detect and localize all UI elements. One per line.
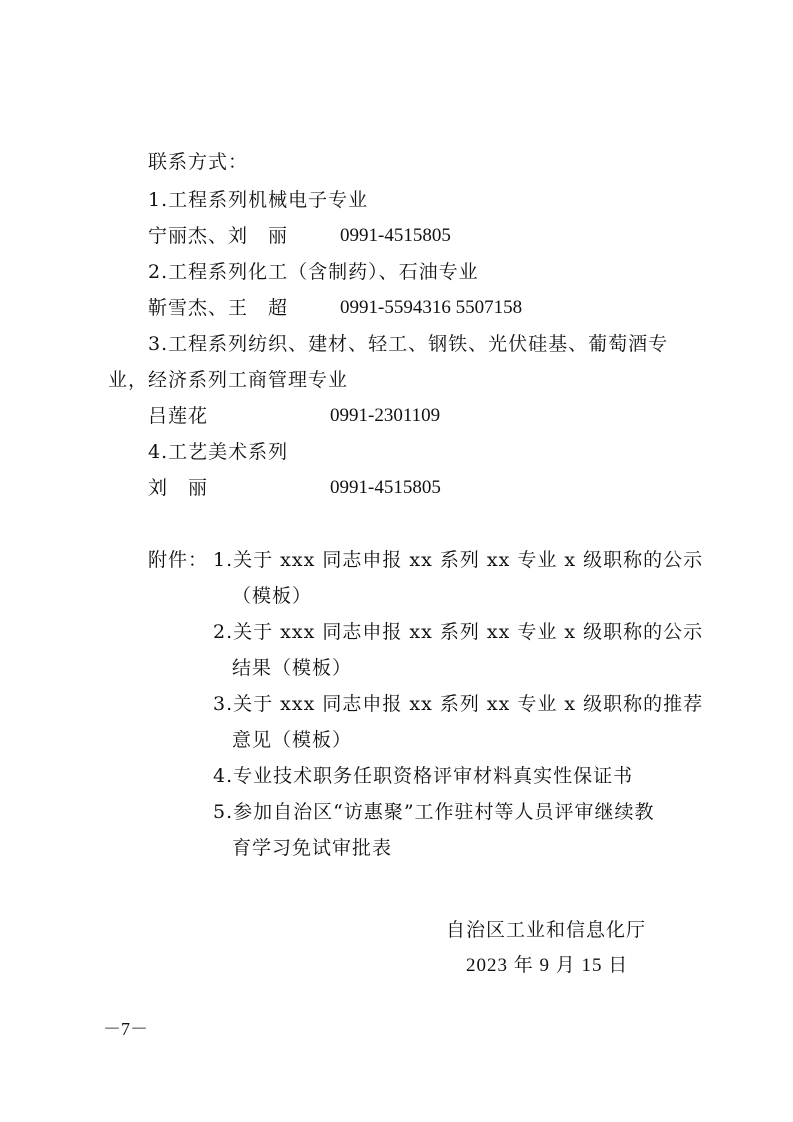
section-2-contact-phone: 0991-5594316 5507158 xyxy=(340,297,523,318)
attachment-4-line1: 4.专业技术职务任职资格评审材料真实性保证书 xyxy=(213,765,634,787)
section-1-contact-name: 宁丽杰、刘 丽 xyxy=(148,225,289,247)
attachments-label: 附件： xyxy=(148,549,209,571)
section-4-contact-name: 刘 丽 xyxy=(148,477,209,499)
page-number: －7－ xyxy=(103,1019,148,1039)
section-3-heading-line2: 业，经济系列工商管理专业 xyxy=(108,369,349,391)
section-1-heading: 1.工程系列机械电子专业 xyxy=(148,189,369,211)
section-3-contact-name: 吕莲花 xyxy=(148,405,209,427)
attachment-3-line2: 意见（模板） xyxy=(232,729,353,751)
attachment-5-line2: 育学习免试审批表 xyxy=(232,837,393,859)
contact-title: 联系方式： xyxy=(148,151,249,173)
attachment-5-line1: 5.参加自治区“访惠聚”工作驻村等人员评审继续教 xyxy=(213,801,655,823)
section-2-contact-name: 靳雪杰、王 超 xyxy=(148,297,289,319)
attachment-3-line1: 3.关于 xxx 同志申报 xx 系列 xx 专业 x 级职称的推荐 xyxy=(213,693,704,715)
attachment-1-line1: 1.关于 xxx 同志申报 xx 系列 xx 专业 x 级职称的公示 xyxy=(213,549,704,571)
section-1-contact-phone: 0991-4515805 xyxy=(340,225,451,246)
section-3-heading-line1: 3.工程系列纺织、建材、轻工、钢铁、光伏硅基、葡萄酒专 xyxy=(148,333,669,355)
signature-org: 自治区工业和信息化厅 xyxy=(446,919,647,941)
attachment-2-line1: 2.关于 xxx 同志申报 xx 系列 xx 专业 x 级职称的公示 xyxy=(213,621,704,643)
section-4-heading: 4.工艺美术系列 xyxy=(148,441,289,463)
section-2-heading: 2.工程系列化工（含制药）、石油专业 xyxy=(148,261,479,283)
attachment-1-line2: （模板） xyxy=(232,585,313,607)
section-4-contact-phone: 0991-4515805 xyxy=(330,477,441,498)
signature-date: 2023 年 9 月 15 日 xyxy=(466,955,629,976)
attachment-2-line2: 结果（模板） xyxy=(232,657,353,679)
section-3-contact-phone: 0991-2301109 xyxy=(330,405,441,426)
